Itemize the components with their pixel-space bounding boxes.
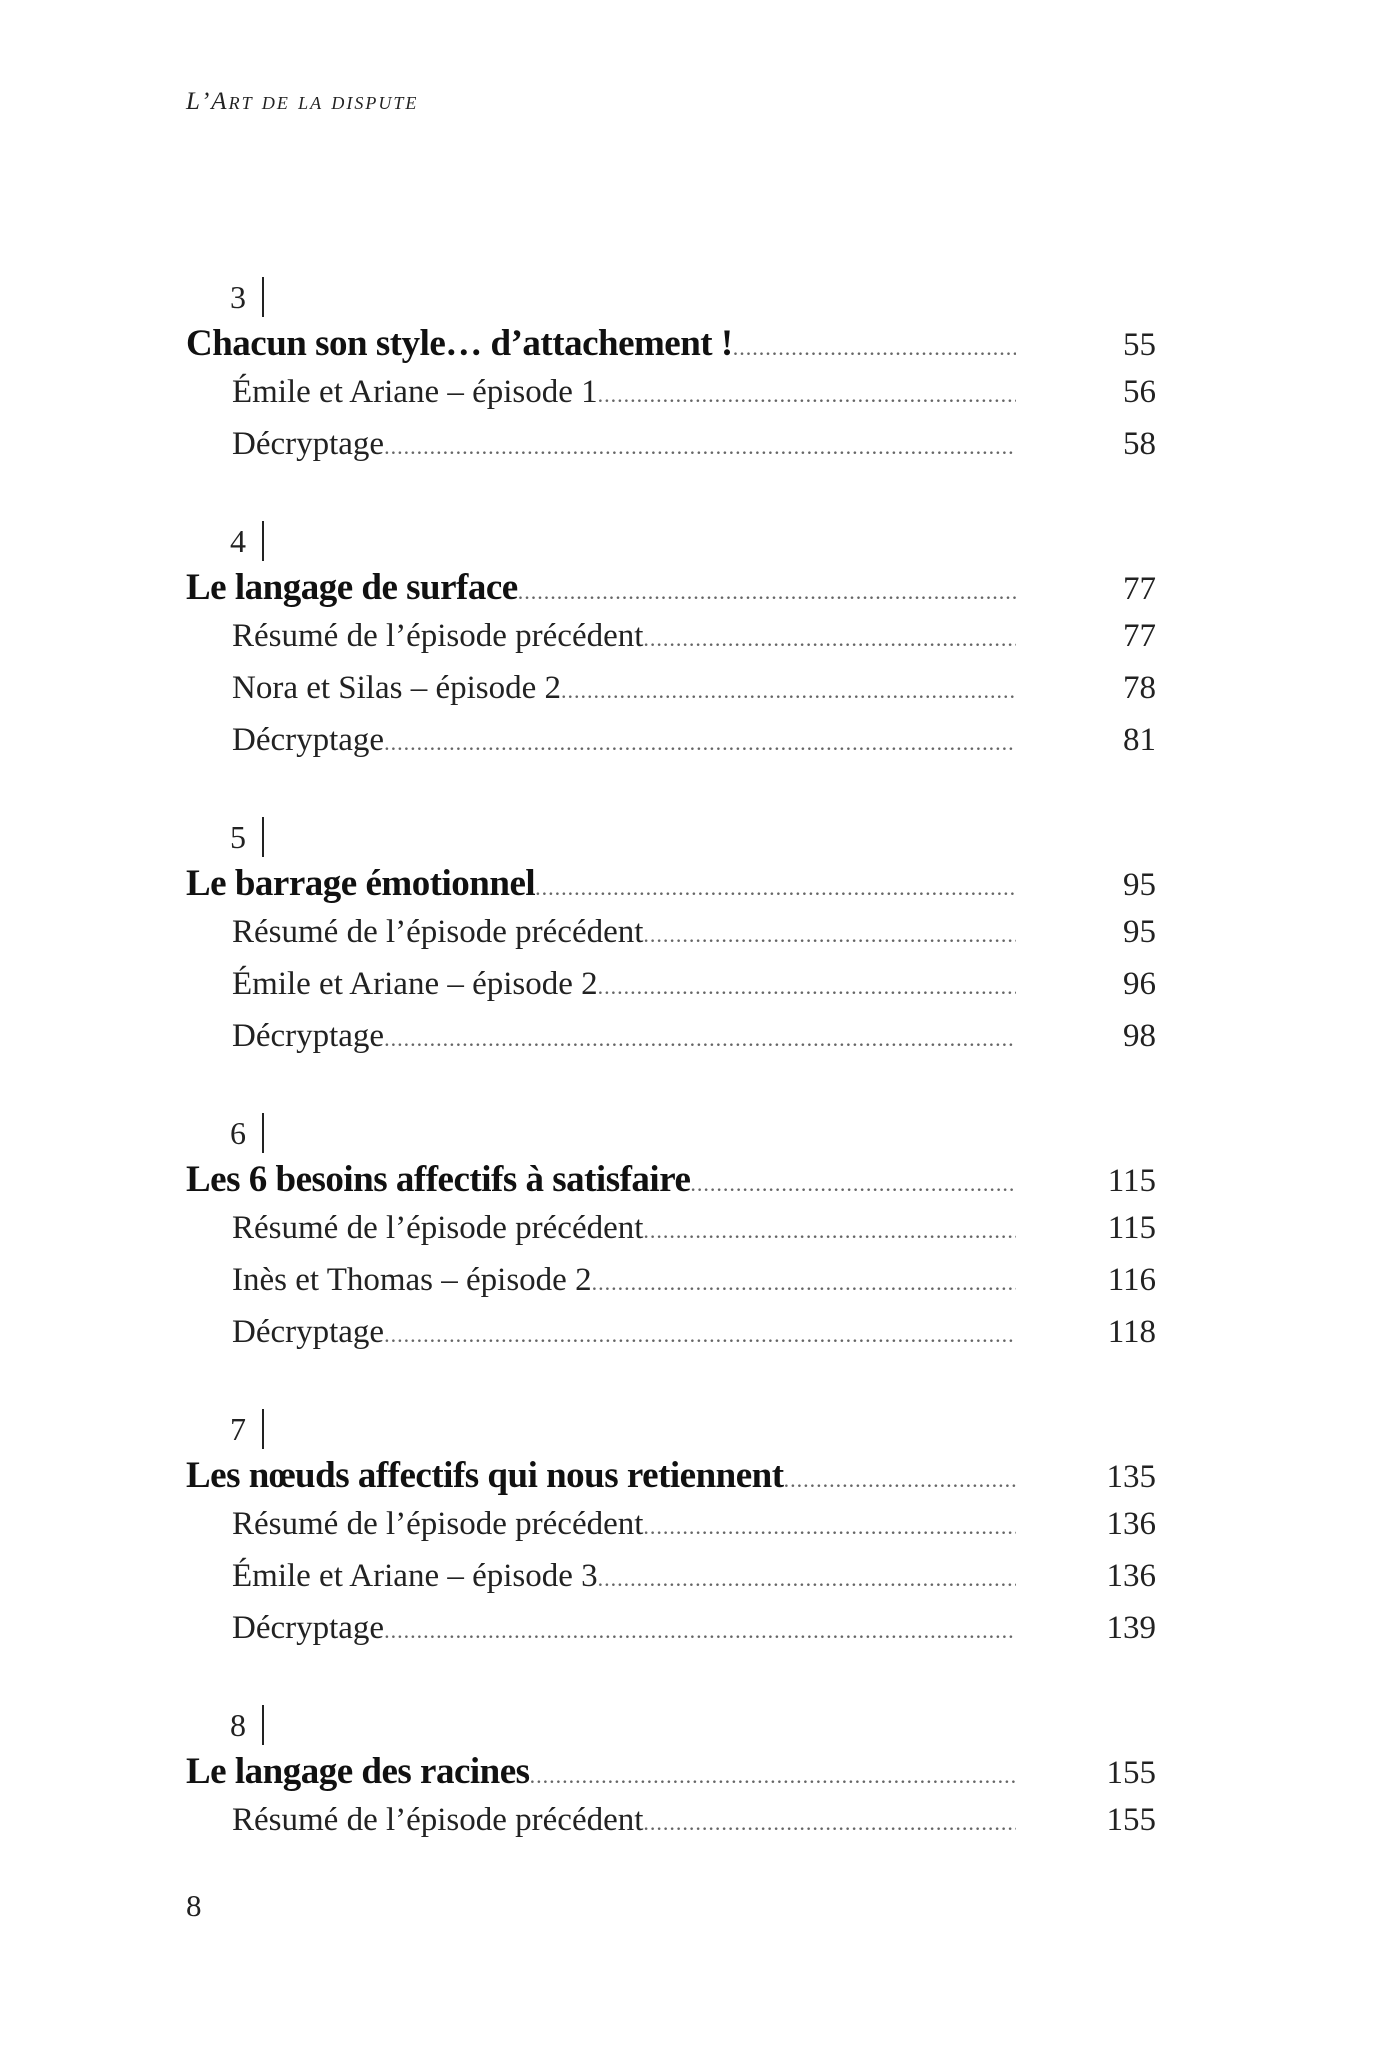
chapter-heading-row bbox=[186, 1750, 1156, 1802]
toc-page-number: 96 bbox=[1123, 966, 1156, 1002]
toc-entry-title: Émile et Ariane – épisode 2 bbox=[232, 966, 598, 1002]
chapter-number-text: 8 bbox=[230, 1707, 246, 1743]
chapter-block bbox=[186, 516, 1156, 774]
chapter-heading-row bbox=[186, 1454, 1156, 1506]
toc-entry-title: Résumé de l’épisode précédent bbox=[232, 618, 644, 654]
chapter-number bbox=[186, 1404, 1156, 1454]
page-number: 8 bbox=[186, 1888, 202, 1923]
chapter-number-rule bbox=[262, 1113, 264, 1153]
toc-entry-line bbox=[232, 1506, 1016, 1543]
dot-leader bbox=[733, 335, 1016, 361]
toc-subentry-row bbox=[186, 914, 1156, 966]
toc-page-number: 77 bbox=[1123, 618, 1156, 654]
toc-subentry-row bbox=[186, 1610, 1156, 1662]
toc-entry-title: Inès et Thomas – épisode 2 bbox=[232, 1262, 592, 1298]
chapter-number bbox=[186, 812, 1156, 862]
toc-subentry-row bbox=[186, 722, 1156, 774]
toc-entry-line bbox=[232, 1210, 1016, 1247]
dot-leader bbox=[535, 875, 1016, 901]
toc-entry-line bbox=[232, 1802, 1016, 1839]
toc-entry-title: Émile et Ariane – épisode 3 bbox=[232, 1558, 598, 1594]
toc-entry-title: Le barrage émotionnel bbox=[186, 863, 536, 904]
chapter-number-text: 7 bbox=[230, 1411, 246, 1447]
toc-entry-title: Décryptage bbox=[232, 1018, 385, 1054]
toc-page-number: 95 bbox=[1123, 914, 1156, 950]
chapter-heading-row bbox=[186, 566, 1156, 618]
toc-page-number: 81 bbox=[1123, 722, 1156, 758]
dot-leader bbox=[598, 382, 1016, 408]
toc-entry-line bbox=[232, 1314, 1016, 1351]
toc-entry-line bbox=[232, 914, 1016, 951]
dot-leader bbox=[384, 730, 1016, 756]
toc-subentry-row bbox=[186, 618, 1156, 670]
chapter-number-rule bbox=[262, 1705, 264, 1745]
toc-entry-title: Décryptage bbox=[232, 426, 385, 462]
dot-leader bbox=[530, 1763, 1016, 1789]
dot-leader bbox=[384, 1618, 1016, 1644]
dot-leader bbox=[384, 1026, 1016, 1052]
chapter-number bbox=[186, 1108, 1156, 1158]
dot-leader bbox=[598, 1566, 1016, 1592]
dot-leader bbox=[592, 1270, 1016, 1296]
toc-entry-line bbox=[232, 426, 1016, 463]
toc-page-number: 58 bbox=[1123, 426, 1156, 462]
chapter-block bbox=[186, 1700, 1156, 1854]
toc-entry-title: Émile et Ariane – épisode 1 bbox=[232, 374, 598, 410]
toc-page-number: 155 bbox=[1106, 1755, 1156, 1791]
toc-page-number: 78 bbox=[1123, 670, 1156, 706]
dot-leader bbox=[643, 1810, 1016, 1836]
toc-entry-title: Résumé de l’épisode précédent bbox=[232, 1210, 644, 1246]
toc-subentry-row bbox=[186, 1314, 1156, 1366]
chapter-number-rule bbox=[262, 817, 264, 857]
toc-subentry-row bbox=[186, 1802, 1156, 1854]
chapter-number bbox=[186, 272, 1156, 322]
toc-subentry-row bbox=[186, 1262, 1156, 1314]
dot-leader bbox=[598, 974, 1016, 1000]
chapter-number-text: 5 bbox=[230, 819, 246, 855]
toc-entry-title: Décryptage bbox=[232, 1314, 385, 1350]
toc-entry-title: Résumé de l’épisode précédent bbox=[232, 1506, 644, 1542]
table-of-contents bbox=[186, 272, 1156, 1892]
toc-entry-line bbox=[232, 1558, 1016, 1595]
toc-page-number: 115 bbox=[1107, 1163, 1156, 1199]
chapter-number-text: 4 bbox=[230, 523, 246, 559]
toc-subentry-row bbox=[186, 426, 1156, 478]
toc-entry-line bbox=[186, 566, 1016, 609]
toc-entry-title: Décryptage bbox=[232, 722, 385, 758]
toc-entry-title: Décryptage bbox=[232, 1610, 385, 1646]
chapter-heading-row bbox=[186, 862, 1156, 914]
toc-entry-line bbox=[186, 1454, 1016, 1497]
toc-entry-title: Nora et Silas – épisode 2 bbox=[232, 670, 562, 706]
running-head: L’Art de la dispute bbox=[186, 88, 419, 115]
chapter-number-text: 3 bbox=[230, 279, 246, 315]
toc-entry-line bbox=[232, 966, 1016, 1003]
dot-leader bbox=[518, 579, 1016, 605]
chapter-number bbox=[186, 1700, 1156, 1750]
toc-page-number: 98 bbox=[1123, 1018, 1156, 1054]
toc-page-number: 136 bbox=[1106, 1558, 1156, 1594]
chapter-number-rule bbox=[262, 1409, 264, 1449]
toc-entry-title: Le langage de surface bbox=[186, 567, 518, 608]
dot-leader bbox=[643, 626, 1016, 652]
chapter-number-rule bbox=[262, 277, 264, 317]
toc-page-number: 116 bbox=[1107, 1262, 1156, 1298]
dot-leader bbox=[384, 1322, 1016, 1348]
toc-entry-line bbox=[232, 374, 1016, 411]
chapter-block bbox=[186, 1108, 1156, 1366]
toc-entry-line bbox=[232, 1262, 1016, 1299]
toc-page-number: 95 bbox=[1123, 867, 1156, 903]
chapter-block bbox=[186, 272, 1156, 478]
toc-entry-title: Chacun son style… d’attachement ! bbox=[186, 323, 733, 364]
dot-leader bbox=[643, 1218, 1016, 1244]
toc-entry-line bbox=[186, 1158, 1016, 1201]
chapter-block bbox=[186, 1404, 1156, 1662]
toc-subentry-row bbox=[186, 1558, 1156, 1610]
toc-page-number: 139 bbox=[1106, 1610, 1156, 1646]
toc-page-number: 56 bbox=[1123, 374, 1156, 410]
toc-entry-line bbox=[232, 1018, 1016, 1055]
toc-entry-title: Résumé de l’épisode précédent bbox=[232, 914, 644, 950]
toc-entry-line bbox=[232, 1610, 1016, 1647]
dot-leader bbox=[690, 1171, 1016, 1197]
toc-page-number: 55 bbox=[1123, 327, 1156, 363]
toc-page-number: 77 bbox=[1123, 571, 1156, 607]
toc-subentry-row bbox=[186, 1018, 1156, 1070]
toc-entry-line bbox=[186, 1750, 1016, 1793]
toc-entry-title: Les 6 besoins affectifs à satisfaire bbox=[186, 1159, 691, 1200]
chapter-block bbox=[186, 812, 1156, 1070]
dot-leader bbox=[643, 1514, 1016, 1540]
toc-subentry-row bbox=[186, 966, 1156, 1018]
toc-page-number: 118 bbox=[1107, 1314, 1156, 1350]
toc-entry-title: Le langage des racines bbox=[186, 1751, 530, 1792]
dot-leader bbox=[643, 922, 1016, 948]
toc-page-number: 136 bbox=[1106, 1506, 1156, 1542]
toc-subentry-row bbox=[186, 1506, 1156, 1558]
chapter-number-rule bbox=[262, 521, 264, 561]
toc-page-number: 155 bbox=[1106, 1802, 1156, 1838]
dot-leader bbox=[561, 678, 1016, 704]
toc-subentry-row bbox=[186, 1210, 1156, 1262]
toc-entry-line bbox=[186, 322, 1016, 365]
toc-entry-line bbox=[232, 722, 1016, 759]
toc-entry-line bbox=[232, 618, 1016, 655]
toc-page-number: 135 bbox=[1106, 1459, 1156, 1495]
toc-entry-line bbox=[232, 670, 1016, 707]
toc-subentry-row bbox=[186, 374, 1156, 426]
chapter-heading-row bbox=[186, 1158, 1156, 1210]
chapter-heading-row bbox=[186, 322, 1156, 374]
toc-page-number: 115 bbox=[1107, 1210, 1156, 1246]
toc-entry-line bbox=[186, 862, 1016, 905]
toc-entry-title: Résumé de l’épisode précédent bbox=[232, 1802, 644, 1838]
chapter-number bbox=[186, 516, 1156, 566]
dot-leader bbox=[784, 1467, 1016, 1493]
dot-leader bbox=[384, 434, 1016, 460]
chapter-number-text: 6 bbox=[230, 1115, 246, 1151]
toc-subentry-row bbox=[186, 670, 1156, 722]
toc-entry-title: Les nœuds affectifs qui nous retiennent bbox=[186, 1455, 784, 1496]
